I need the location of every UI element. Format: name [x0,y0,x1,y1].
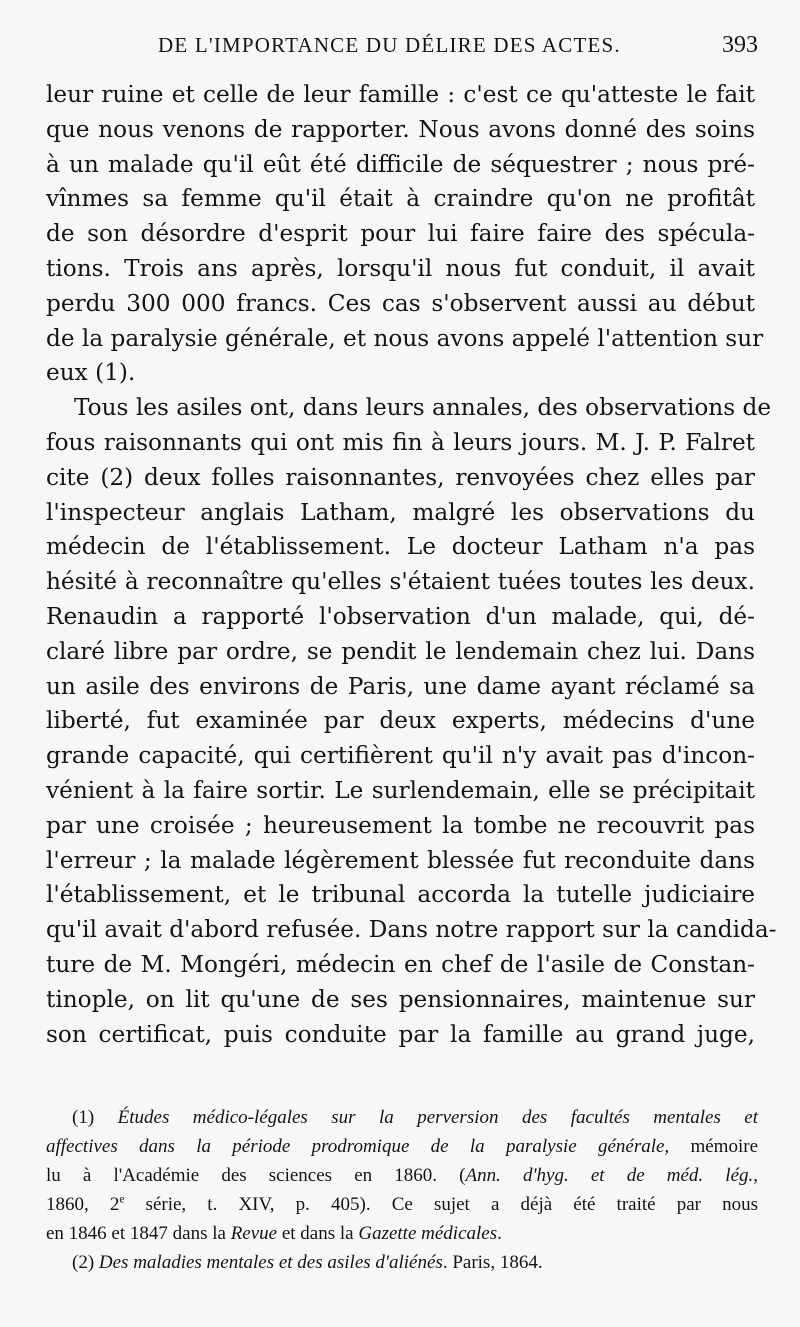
footnote-title: Des maladies mentales et des asiles d'aliénés [98,1252,443,1273]
text-line: hésité à reconnaître qu'elles s'étaient tuées toutes les deux. [46,568,755,596]
footnote-1-line [46,1132,758,1161]
text-line: vînmes sa femme qu'il était à craindre qu'on ne profitât [46,185,755,213]
footnote-text: lu à l'Académie des sciences en 1860. ( [46,1165,466,1186]
text-line: qu'il avait d'abord refusée. Dans notre rapport sur la candida- [46,916,777,944]
text-line: grande capacité, qui certifièrent qu'il n'y avait pas d'incon- [46,742,755,770]
footnote-text: 1860, 2 [46,1194,120,1215]
text-line: leur ruine et celle de leur famille : c'est ce qu'atteste le fait [46,81,755,108]
text-line: liberté, fut examinée par deux experts, médecins d'une [46,707,755,735]
text-line: fous raisonnants qui ont mis fin à leurs jours. M. J. P. Falret [46,428,755,456]
text-line: claré libre par ordre, se pendit le lendemain chez lui. Dans [46,637,755,665]
running-head [40,32,758,66]
footnotes [46,1103,758,1277]
journal-title: Gazette médicales [358,1223,498,1244]
footnote-2-line [46,1248,758,1277]
text-line: perdu 300 000 francs. Ces cas s'observent aussi au début [46,289,755,317]
footnote-title: Études médico-légales sur la perversion des facultés mentales et [117,1107,759,1128]
footnote-text: en 1846 et 1847 dans la [46,1223,231,1244]
running-title: DE L'IMPORTANCE DU DÉLIRE DES ACTES. [158,33,621,57]
journal-title: Ann. d'hyg. et de méd. lég. [465,1165,754,1186]
body-text [46,78,777,1052]
page-number: 393 [722,32,758,58]
text-line: tinople, on lit qu'une de ses pensionnaires, maintenue sur [46,985,755,1013]
text-line: de son désordre d'esprit pour lui faire faire des spécula- [46,220,755,248]
text-line: cite (2) deux folles raisonnantes, renvoyées chez elles par [46,463,755,491]
text-line: l'établissement, et le tribunal accorda la tutelle judiciaire [46,881,755,909]
superscript: e [119,1193,125,1206]
text-line: Renaudin a rapporté l'observation d'un malade, qui, dé- [46,602,755,630]
footnote-marker: (1) [72,1107,118,1128]
text-line: l'erreur ; la malade légèrement blessée fut reconduite dans [46,846,755,874]
text-line: médecin de l'établissement. Le docteur Latham n'a pas [46,533,755,561]
footnote-title: affectives dans la période prodromique de la paralysie générale, [46,1136,670,1157]
text-line: ture de M. Mongéri, médecin en chef de l'asile de Constan- [46,950,755,978]
text-line: tions. Trois ans après, lorsqu'il nous fut conduit, il avait [46,254,755,282]
footnote-1-line [46,1103,758,1132]
text-line: vénient à la faire sortir. Le surlendemain, elle se précipitait [46,776,755,804]
footnote-text: . [497,1223,502,1244]
footnote-text: mémoire [669,1136,759,1157]
footnote-1-line [46,1190,758,1219]
text-line: par une croisée ; heureusement la tombe ne recouvrit pas [46,811,755,839]
footnote-text: . Paris, 1864. [442,1252,543,1273]
text-line: l'inspecteur anglais Latham, malgré les observations du [46,498,755,526]
footnote-text: série, t. XIV, p. 405). Ce sujet a déjà été traité par nous [124,1194,758,1215]
footnote-text: , [753,1165,758,1186]
journal-title: Revue [230,1223,278,1244]
text-line: à un malade qu'il eût été difficile de séquestrer ; nous pré- [46,150,755,178]
text-line: un asile des environs de Paris, une dame ayant réclamé sa [46,672,755,700]
footnote-text: et dans la [277,1223,359,1244]
text-line: eux (1). [46,359,136,387]
text-line: que nous venons de rapporter. Nous avons donné des soins [46,115,755,143]
footnote-1-line [46,1219,758,1248]
text-line: son certificat, puis conduite par la famille au grand juge, [46,1020,755,1048]
footnote-marker: (2) [72,1252,99,1273]
footnote-1-line [46,1161,758,1190]
text-line: de la paralysie générale, et nous avons appelé l'attention sur [46,324,764,352]
text-line: Tous les asiles ont, dans leurs annales, des observations de [74,394,772,422]
